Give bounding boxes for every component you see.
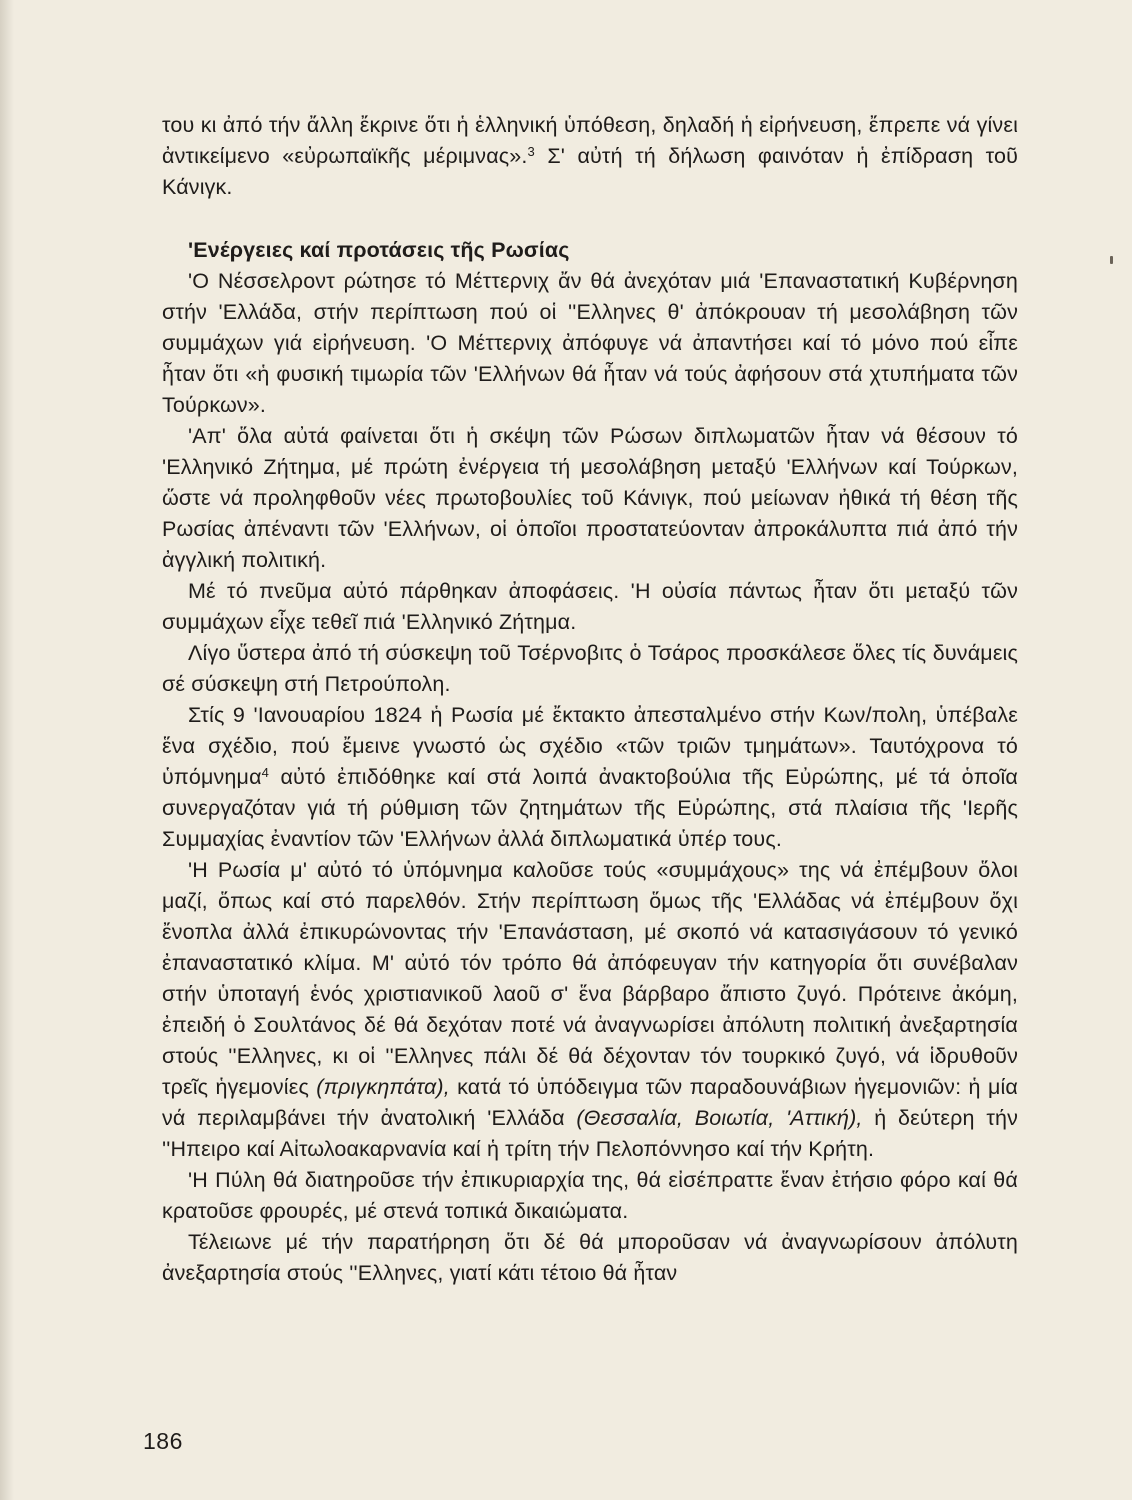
paragraph: 'Η Πύλη θά διατηροῦσε τήν ἐπικυριαρχία της, θά εἰσέπραττε ἕναν ἐτήσιο φόρο καί θά κρατοῦσε φρουρές, μέ στενά τοπικά δικαιώματα. [162,1168,1018,1223]
footnote-ref-4: 4 [261,765,270,780]
paragraph: Μέ τό πνεῦμα αὐτό πάρθηκαν ἀποφάσεις. 'Η οὐσία πάντως ἦταν ὅτι μεταξύ τῶν συμμάχων εἶχε τεθεῖ πιά 'Ελληνικό Ζήτημα. [162,579,1018,634]
section-heading: 'Ενέργειες καί προτάσεις τῆς Ρωσίας [188,238,570,262]
paragraph: Λίγο ὕστερα ἀπό τή σύσκεψη τοῦ Τσέρνοβιτς ὁ Τσάρος προσκάλεσε ὅλες τίς δυνάμεις σέ σύσκεψη στή Πετρούπολη. [162,641,1018,696]
body-text [162,110,1018,1289]
page-number: 186 [143,1428,183,1454]
paragraph: 'Ο Νέσσελροντ ρώτησε τό Μέττερνιχ ἄν θά ἀνεχόταν μιά 'Επαναστατική Κυβέρνηση στήν 'Ελλάδα, στήν περίπτωση πού οἱ ''Ελληνες θ' ἀπόκρουαν τή μεσολάβηση τῶν συμμάχων γιά εἰρήνευση. 'Ο Μέττερνιχ ἀπόφυγε νά ἀπαντήσει καί τό μόνο πού εἶπε ἦταν ὅτι «ἡ φυσική τιμωρία τῶν 'Ελλήνων θά ἦταν νά τούς ἀφήσουν στά χτυπήματα τῶν Τούρκων». [162,269,1018,417]
footnote-ref-3: 3 [527,144,535,159]
margin-mark [1110,256,1113,264]
paragraph-continuation: του κι ἀπό τήν ἄλλη ἔκρινε ὅτι ἡ ἑλληνική ὑπόθεση, δηλαδή ἡ εἰρήνευση, ἔπρεπε νά γίνει ἀντικείμενο «εὐρωπαϊκῆς μέριμνας».$^3$ Σ' αὐτή τή δήλωση φαινόταν ἡ ἐπίδραση τοῦ Κάνιγκ. [162,113,1018,199]
paragraph: Στίς 9 'Ιανουαρίου 1824 ἡ Ρωσία μέ ἔκτακτο ἀπεσταλμένο στήν Κων/πολη, ὑπέβαλε ἕνα σχέδιο, πού ἔμεινε γνωστό ὡς σχέδιο «τῶν τριῶν τμημάτων». Ταυτόχρονα τό ὑπόμνημα$^4$ αὐτό ἐπιδόθηκε καί στά λοιπά ἀνακτοβούλια τῆς Εὐρώπης, μέ τά ὁποῖα συνεργαζόταν γιά τή ρύθμιση τῶν ζητημάτων τῆς Εὐρώπης, στά πλαίσια τῆς 'Ιερῆς Συμμαχίας ἐναντίον τῶν 'Ελλήνων ἀλλά διπλωματικά ὑπέρ τους. [162,703,1018,851]
italic-term: (πριγκηπάτα), [316,1075,450,1099]
italic-term: (Θεσσαλία, Βοιωτία, 'Αττική), [576,1106,863,1130]
paragraph: 'Απ' ὅλα αὐτά φαίνεται ὅτι ἡ σκέψη τῶν Ρώσων διπλωματῶν ἦταν νά θέσουν τό 'Ελληνικό Ζήτημα, μέ πρώτη ἐνέργεια τή μεσολάβηση μεταξύ 'Ελλήνων καί Τούρκων, ὥστε νά προληφθοῦν νέες πρωτοβουλίες τοῦ Κάνιγκ, πού μείωναν ἠθικά τή θέση τῆς Ρωσίας ἀπέναντι τῶν 'Ελλήνων, οἱ ὁποῖοι προστατεύονταν ἀπροκάλυπτα πιά ἀπό τήν ἀγγλική πολιτική. [162,424,1018,572]
paragraph: Τέλειωνε μέ τήν παρατήρηση ὅτι δέ θά μποροῦσαν νά ἀναγνωρίσουν ἀπόλυτη ἀνεξαρτησία στούς ''Ελληνες, γιατί κάτι τέτοιο θά ἦταν [162,1230,1018,1285]
paragraph: 'Η Ρωσία μ' αὐτό τό ὑπόμνημα καλοῦσε τούς «συμμάχους» της νά ἐπέμβουν ὅλοι μαζί, ὅπως καί στό παρελθόν. Στήν περίπτωση ὅμως τῆς 'Ελλάδας νά ἐπέμβουν ὄχι ἔνοπλα ἀλλά ἐπικυρώνοντας τήν 'Επανάσταση, μέ σκοπό νά κατασιγάσουν τό γενικό ἐπαναστατικό κλίμα. Μ' αὐτό τόν τρόπο θά ἀπόφευγαν τήν κατηγορία ὅτι συνέβαλαν στήν ὑποταγή ἑνός χριστιανικοῦ λαοῦ σ' ἕνα βάρβαρο ἄπιστο ζυγό. Πρότεινε ἀκόμη, ἐπειδή ὁ Σουλτάνος δέ θά δεχόταν ποτέ νά ἀναγνωρίσει ἀπόλυτη πολιτική ἀνεξαρτησία στούς ''Ελληνες, κι οἱ ''Ελληνες πάλι δέ θά δέχονταν τόν τουρκικό ζυγό, νά ἱδρυθοῦν τρεῖς ἡγεμονίες (πριγκηπάτα), κατά τό ὑπόδειγμα τῶν παραδουνάβιων ἡγεμονιῶν: ἡ μία νά περιλαμβάνει τήν ἀνατολική 'Ελλάδα (Θεσσαλία, Βοιωτία, 'Αττική), ἡ δεύτερη τήν ''Ηπειρο καί Αἰτωλοακαρνανία καί ἡ τρίτη τήν Πελοπόννησο καί τήν Κρήτη. [162,858,1018,1161]
page-edge-shadow [0,0,14,1500]
